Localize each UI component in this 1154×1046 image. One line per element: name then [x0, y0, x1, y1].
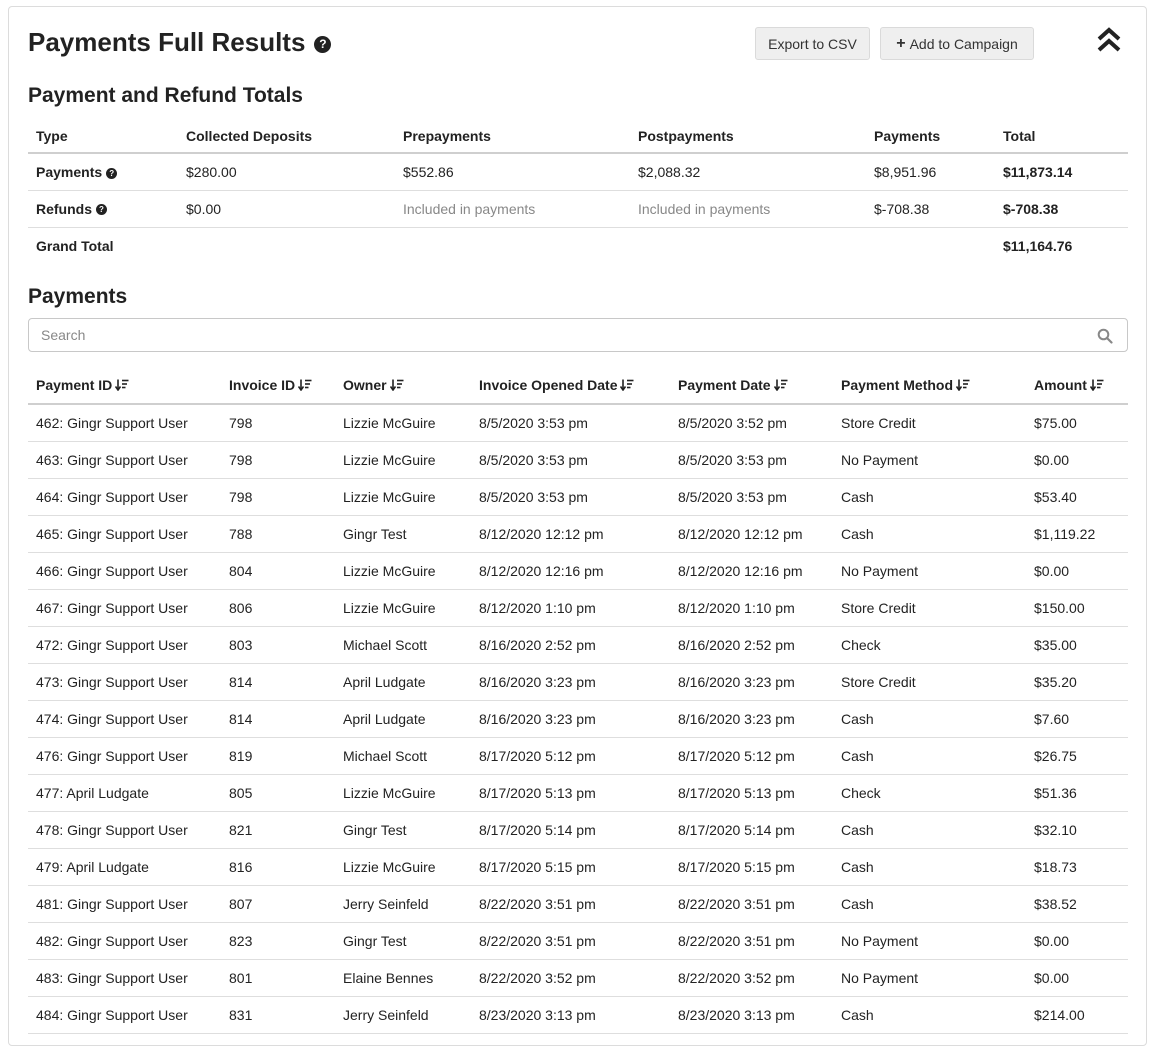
cell-payment-method: Cash: [833, 811, 1026, 848]
search-icon[interactable]: [1097, 328, 1113, 344]
cell-payment-date: 8/5/2020 3:53 pm: [670, 441, 833, 478]
cell-amount: $214.00: [1026, 996, 1128, 1033]
column-header-label: Payment Date: [678, 376, 771, 393]
totals-cell: $280.00: [178, 153, 395, 190]
payments-table: [28, 366, 1128, 1034]
table-row[interactable]: [28, 404, 1128, 441]
totals-cell: $8,951.96: [866, 153, 995, 190]
sort-icon[interactable]: [956, 379, 970, 391]
cell-payment-id: 483: Gingr Support User: [28, 959, 221, 996]
cell-invoice-opened-date: 8/16/2020 2:52 pm: [471, 626, 670, 663]
cell-invoice-opened-date: 8/5/2020 3:53 pm: [471, 404, 670, 441]
search-input[interactable]: [29, 319, 1069, 351]
column-header-label: Owner: [343, 376, 387, 393]
cell-payment-id: 479: April Ludgate: [28, 848, 221, 885]
plus-icon: +: [896, 34, 906, 52]
cell-payment-date: 8/12/2020 12:12 pm: [670, 515, 833, 552]
cell-amount: $53.40: [1026, 478, 1128, 515]
cell-payment-date: 8/22/2020 3:51 pm: [670, 885, 833, 922]
totals-col-header: Type: [28, 119, 178, 153]
page-title: Payments Full Results: [28, 27, 306, 57]
cell-payment-date: 8/12/2020 12:16 pm: [670, 552, 833, 589]
cell-owner: Michael Scott: [335, 737, 471, 774]
cell-invoice-opened-date: 8/16/2020 3:23 pm: [471, 663, 670, 700]
cell-invoice-opened-date: 8/23/2020 3:13 pm: [471, 996, 670, 1033]
cell-owner: Gingr Test: [335, 922, 471, 959]
cell-payment-id: 476: Gingr Support User: [28, 737, 221, 774]
table-row[interactable]: [28, 515, 1128, 552]
cell-payment-id: 467: Gingr Support User: [28, 589, 221, 626]
cell-invoice-opened-date: 8/12/2020 12:12 pm: [471, 515, 670, 552]
totals-col-header: Payments: [866, 119, 995, 153]
cell-amount: $1,119.22: [1026, 515, 1128, 552]
table-row[interactable]: [28, 589, 1128, 626]
cell-amount: $51.36: [1026, 774, 1128, 811]
cell-amount: $150.00: [1026, 589, 1128, 626]
totals-header-row: [28, 119, 1128, 153]
grand-total-value: $11,164.76: [1003, 237, 1073, 254]
cell-invoice-opened-date: 8/22/2020 3:51 pm: [471, 885, 670, 922]
cell-invoice-id: 823: [221, 922, 335, 959]
column-header-amount[interactable]: [1026, 366, 1128, 404]
cell-invoice-id: 814: [221, 700, 335, 737]
cell-payment-method: No Payment: [833, 922, 1026, 959]
table-row[interactable]: [28, 922, 1128, 959]
sort-icon[interactable]: [115, 379, 129, 391]
totals-cell: $0.00: [178, 190, 395, 227]
help-icon[interactable]: ?: [106, 168, 117, 179]
payments-section-title: Payments: [28, 285, 128, 308]
grand-total-label: Grand Total: [36, 237, 114, 254]
totals-type-label: Payments: [36, 163, 103, 180]
cell-payment-id: 466: Gingr Support User: [28, 552, 221, 589]
cell-invoice-id: 816: [221, 848, 335, 885]
cell-invoice-id: 806: [221, 589, 335, 626]
cell-amount: $32.10: [1026, 811, 1128, 848]
totals-total-cell: $11,873.14: [995, 153, 1128, 190]
cell-payment-id: 478: Gingr Support User: [28, 811, 221, 848]
cell-payment-id: 473: Gingr Support User: [28, 663, 221, 700]
cell-payment-date: 8/17/2020 5:15 pm: [670, 848, 833, 885]
cell-amount: $0.00: [1026, 922, 1128, 959]
cell-payment-method: Cash: [833, 996, 1026, 1033]
sort-icon[interactable]: [774, 379, 788, 391]
cell-payment-id: 464: Gingr Support User: [28, 478, 221, 515]
totals-col-header: Postpayments: [630, 119, 866, 153]
cell-payment-method: No Payment: [833, 959, 1026, 996]
cell-owner: Michael Scott: [335, 626, 471, 663]
cell-amount: $18.73: [1026, 848, 1128, 885]
help-icon[interactable]: ?: [96, 204, 107, 215]
cell-owner: April Ludgate: [335, 700, 471, 737]
table-row[interactable]: [28, 774, 1128, 811]
cell-invoice-id: 788: [221, 515, 335, 552]
cell-invoice-id: 805: [221, 774, 335, 811]
payments-header-row: [28, 366, 1128, 404]
cell-payment-method: Store Credit: [833, 589, 1026, 626]
cell-payment-method: Check: [833, 626, 1026, 663]
cell-payment-method: Store Credit: [833, 404, 1026, 441]
cell-amount: $35.00: [1026, 626, 1128, 663]
cell-owner: Lizzie McGuire: [335, 848, 471, 885]
cell-payment-id: 462: Gingr Support User: [28, 404, 221, 441]
sort-icon[interactable]: [298, 379, 312, 391]
column-header-payment-method[interactable]: [833, 366, 1026, 404]
cell-owner: Lizzie McGuire: [335, 589, 471, 626]
cell-payment-id: 477: April Ludgate: [28, 774, 221, 811]
column-header-label: Payment Method: [841, 376, 954, 393]
cell-invoice-opened-date: 8/17/2020 5:13 pm: [471, 774, 670, 811]
table-row[interactable]: [28, 663, 1128, 700]
cell-payment-id: 482: Gingr Support User: [28, 922, 221, 959]
table-row[interactable]: [28, 626, 1128, 663]
table-row[interactable]: [28, 552, 1128, 589]
totals-col-header: Prepayments: [395, 119, 630, 153]
sort-icon[interactable]: [390, 379, 404, 391]
cell-invoice-id: 801: [221, 959, 335, 996]
page-title-row: [28, 27, 331, 58]
cell-payment-date: 8/12/2020 1:10 pm: [670, 589, 833, 626]
totals-col-header: Total: [995, 119, 1128, 153]
column-header-owner[interactable]: [335, 366, 471, 404]
cell-payment-date: 8/16/2020 2:52 pm: [670, 626, 833, 663]
totals-total-cell: $-708.38: [995, 190, 1128, 227]
cell-amount: $26.75: [1026, 737, 1128, 774]
sort-icon[interactable]: [1090, 379, 1104, 391]
table-row[interactable]: [28, 478, 1128, 515]
cell-owner: Lizzie McGuire: [335, 774, 471, 811]
export-csv-button[interactable]: Export to CSV: [755, 27, 870, 60]
cell-invoice-opened-date: 8/5/2020 3:53 pm: [471, 478, 670, 515]
column-header-label: Amount: [1034, 376, 1087, 393]
sort-icon[interactable]: [620, 379, 634, 391]
cell-owner: Elaine Bennes: [335, 959, 471, 996]
payments-table-body: [28, 404, 1128, 1033]
cell-amount: $0.00: [1026, 959, 1128, 996]
totals-cell: Included in payments: [630, 190, 866, 227]
cell-payment-date: 8/17/2020 5:13 pm: [670, 774, 833, 811]
cell-payment-id: 481: Gingr Support User: [28, 885, 221, 922]
cell-payment-date: 8/22/2020 3:52 pm: [670, 959, 833, 996]
cell-invoice-id: 798: [221, 478, 335, 515]
column-header-label: Invoice Opened Date: [479, 376, 618, 393]
table-row[interactable]: [28, 848, 1128, 885]
add-to-campaign-label: Add to Campaign: [909, 35, 1018, 52]
totals-cell: $2,088.32: [630, 153, 866, 190]
cell-invoice-id: 831: [221, 996, 335, 1033]
cell-payment-id: 474: Gingr Support User: [28, 700, 221, 737]
cell-owner: April Ludgate: [335, 663, 471, 700]
column-header-label: Invoice ID: [229, 376, 296, 393]
cell-owner: Lizzie McGuire: [335, 478, 471, 515]
cell-invoice-opened-date: 8/22/2020 3:51 pm: [471, 922, 670, 959]
cell-invoice-id: 807: [221, 885, 335, 922]
cell-payment-method: Cash: [833, 478, 1026, 515]
cell-payment-method: Cash: [833, 885, 1026, 922]
totals-cell: Included in payments: [395, 190, 630, 227]
cell-invoice-opened-date: 8/17/2020 5:12 pm: [471, 737, 670, 774]
cell-payment-id: 484: Gingr Support User: [28, 996, 221, 1033]
table-row[interactable]: [28, 811, 1128, 848]
cell-payment-date: 8/17/2020 5:14 pm: [670, 811, 833, 848]
cell-payment-id: 463: Gingr Support User: [28, 441, 221, 478]
totals-section-title: Payment and Refund Totals: [28, 84, 303, 107]
totals-cell: $552.86: [395, 153, 630, 190]
cell-invoice-id: 803: [221, 626, 335, 663]
cell-payment-date: 8/16/2020 3:23 pm: [670, 700, 833, 737]
cell-owner: Lizzie McGuire: [335, 404, 471, 441]
totals-col-header: Collected Deposits: [178, 119, 395, 153]
cell-invoice-opened-date: 8/5/2020 3:53 pm: [471, 441, 670, 478]
cell-invoice-id: 814: [221, 663, 335, 700]
payments-results-card: [8, 6, 1147, 1046]
cell-amount: $0.00: [1026, 441, 1128, 478]
help-icon[interactable]: ?: [314, 36, 331, 53]
cell-payment-method: Cash: [833, 515, 1026, 552]
cell-payment-method: Check: [833, 774, 1026, 811]
cell-payment-method: No Payment: [833, 552, 1026, 589]
column-header-invoice-id[interactable]: [221, 366, 335, 404]
cell-invoice-opened-date: 8/17/2020 5:15 pm: [471, 848, 670, 885]
column-header-payment-id[interactable]: [28, 366, 221, 404]
cell-payment-method: Cash: [833, 737, 1026, 774]
cell-invoice-id: 798: [221, 441, 335, 478]
totals-type-label: Refunds: [36, 200, 92, 217]
table-row[interactable]: [28, 996, 1128, 1033]
table-row[interactable]: [28, 959, 1128, 996]
column-header-payment-date[interactable]: [670, 366, 833, 404]
cell-invoice-id: 798: [221, 404, 335, 441]
cell-invoice-id: 804: [221, 552, 335, 589]
search-box: [28, 318, 1128, 352]
cell-payment-method: Cash: [833, 700, 1026, 737]
table-row[interactable]: [28, 885, 1128, 922]
cell-amount: $75.00: [1026, 404, 1128, 441]
cell-payment-date: 8/5/2020 3:53 pm: [670, 478, 833, 515]
cell-owner: Gingr Test: [335, 515, 471, 552]
cell-amount: $35.20: [1026, 663, 1128, 700]
add-to-campaign-button[interactable]: [880, 27, 1034, 60]
column-header-invoice-opened-date[interactable]: [471, 366, 670, 404]
cell-owner: Jerry Seinfeld: [335, 996, 471, 1033]
table-row[interactable]: [28, 737, 1128, 774]
cell-payment-method: Cash: [833, 848, 1026, 885]
cell-owner: Gingr Test: [335, 811, 471, 848]
table-row[interactable]: [28, 700, 1128, 737]
cell-invoice-opened-date: 8/12/2020 1:10 pm: [471, 589, 670, 626]
totals-row-grand-total: [28, 227, 1128, 264]
totals-row-payments: [28, 153, 1128, 190]
cell-payment-id: 465: Gingr Support User: [28, 515, 221, 552]
cell-invoice-opened-date: 8/16/2020 3:23 pm: [471, 700, 670, 737]
cell-invoice-id: 821: [221, 811, 335, 848]
cell-payment-date: 8/17/2020 5:12 pm: [670, 737, 833, 774]
table-row[interactable]: [28, 441, 1128, 478]
cell-invoice-id: 819: [221, 737, 335, 774]
cell-invoice-opened-date: 8/17/2020 5:14 pm: [471, 811, 670, 848]
totals-type-cell: [28, 153, 178, 190]
cell-payment-id: 472: Gingr Support User: [28, 626, 221, 663]
cell-payment-method: No Payment: [833, 441, 1026, 478]
collapse-chevron-icon[interactable]: [1094, 25, 1124, 55]
totals-cell: $-708.38: [866, 190, 995, 227]
totals-table: [28, 119, 1128, 264]
cell-payment-date: 8/16/2020 3:23 pm: [670, 663, 833, 700]
cell-invoice-opened-date: 8/12/2020 12:16 pm: [471, 552, 670, 589]
cell-amount: $0.00: [1026, 552, 1128, 589]
cell-owner: Lizzie McGuire: [335, 552, 471, 589]
column-header-label: Payment ID: [36, 376, 113, 393]
cell-amount: $7.60: [1026, 700, 1128, 737]
cell-amount: $38.52: [1026, 885, 1128, 922]
cell-payment-date: 8/23/2020 3:13 pm: [670, 996, 833, 1033]
cell-payment-date: 8/5/2020 3:52 pm: [670, 404, 833, 441]
totals-type-cell: [28, 190, 178, 227]
totals-row-refunds: [28, 190, 1128, 227]
cell-owner: Lizzie McGuire: [335, 441, 471, 478]
cell-owner: Jerry Seinfeld: [335, 885, 471, 922]
cell-payment-method: Store Credit: [833, 663, 1026, 700]
cell-invoice-opened-date: 8/22/2020 3:52 pm: [471, 959, 670, 996]
cell-payment-date: 8/22/2020 3:51 pm: [670, 922, 833, 959]
